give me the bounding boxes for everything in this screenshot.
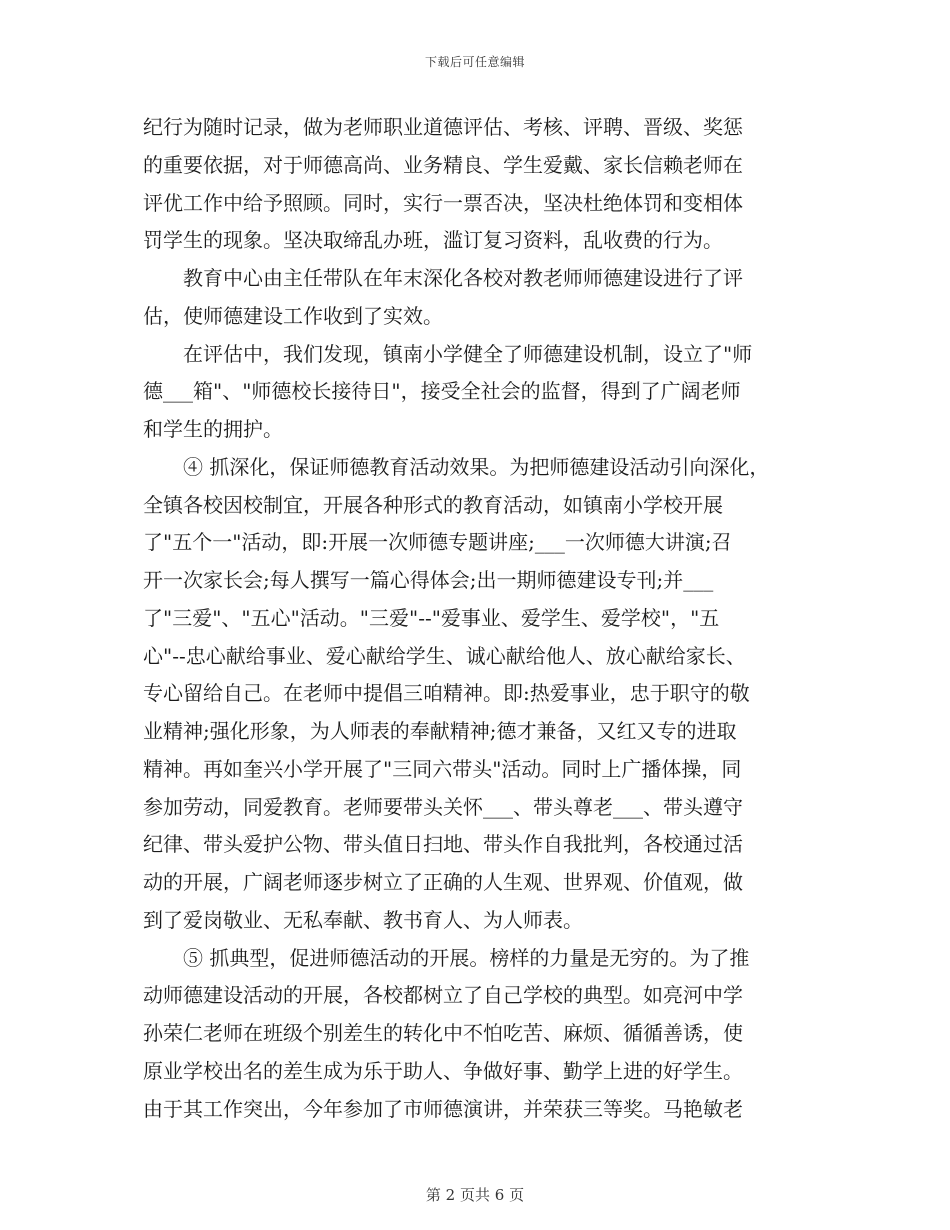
text-line: 德___箱"、"师德校长接待日"，接受全社会的监督，得到了广阔老师 (143, 379, 741, 404)
text-line: 纪律、带头爱护公物、带头值日扫地、带头作自我批判，各校通过活 (143, 832, 743, 857)
text-line: 心"--忠心献给事业、爱心献给学生、诚心献给他人、放心献给家长、 (143, 643, 746, 668)
document-body (143, 109, 815, 1128)
text-line: 到了爱岗敬业、无私奉献、教书育人、为人师表。 (143, 907, 583, 932)
text-line: 专心留给自己。在老师中提倡三咱精神。即:热爱事业，忠于职守的敬 (143, 681, 750, 706)
text-line: 动师德建设活动的开展，各校都树立了自己学校的典型。如亮河中学 (143, 983, 743, 1008)
text-line: 原业学校出名的差生成为乐于助人、争做好事、勤学上进的好学生。 (143, 1058, 743, 1083)
page-number: 第 2 页共 6 页 (425, 1186, 525, 1204)
text-line: 业精神;强化形象，为人师表的奉献精神;德才兼备，又红又专的进取 (143, 719, 737, 743)
text-line: 了"五个一"活动，即:开展一次师德专题讲座;___一次师德大讲演;召 (143, 530, 732, 555)
text-line: 开一次家长会;每人撰写一篇心得体会;出一期师德建设专刊;并___ (143, 568, 714, 592)
text-line: ⑤ 抓典型，促进师德活动的开展。榜样的力量是无穷的。为了推 (143, 945, 750, 970)
text-line: 了"三爱"、"五心"活动。"三爱"--"爱事业、爱学生、爱学校"，"五 (143, 605, 720, 630)
text-line: 和学生的拥护。 (143, 417, 283, 441)
text-line: 纪行为随时记录，做为老师职业道德评估、考核、评聘、晋级、奖惩 (143, 115, 743, 139)
text-line: 估，使师德建设工作收到了实效。 (143, 303, 443, 328)
text-line: 孙荣仁老师在班级个别差生的转化中不怕吃苦、麻烦、循循善诱，使 (143, 1021, 743, 1045)
text-line: 动的开展，广阔老师逐步树立了正确的人生观、世界观、价值观，做 (143, 870, 743, 894)
text-line: ④ 抓深化，保证师德教育活动效果。为把师德建设活动引向深化， (143, 454, 770, 479)
text-line: 在评估中，我们发现，镇南小学健全了师德建设机制，设立了"师 (143, 341, 753, 366)
text-line: 评优工作中给予照顾。同时，实行一票否决，坚决杜绝体罚和变相体 (143, 190, 743, 215)
text-line: 罚学生的现象。坚决取缔乱办班，滥订复习资料，乱收费的行为。 (143, 228, 723, 253)
text-line: 教育中心由主任带队在年末深化各校对教老师师德建设进行了评 (143, 266, 743, 290)
page-header: 下载后可任意编辑 (424, 55, 525, 69)
text-line: 全镇各校因校制宜，开展各种形式的教育活动，如镇南小学校开展 (143, 492, 723, 517)
text-line: 的重要依据，对于师德高尚、业务精良、学生爱戴、家长信赖老师在 (143, 152, 743, 177)
text-line: 参加劳动，同爱教育。老师要带头关怀___、带头尊老___、带头遵守 (143, 794, 743, 819)
text-line: 精神。再如奎兴小学开展了"三同六带头"活动。同时上广播体操，同 (143, 756, 742, 781)
text-line: 由于其工作突出，今年参加了市师德演讲，并荣获三等奖。马艳敏老 (143, 1096, 743, 1121)
